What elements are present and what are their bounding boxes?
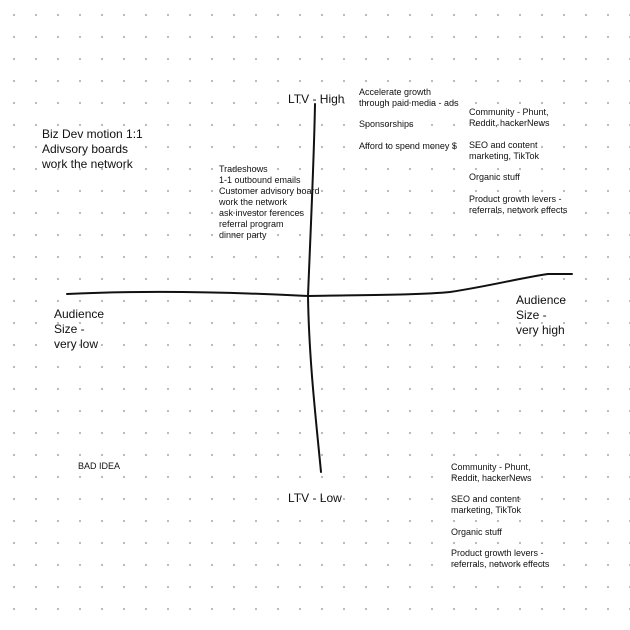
bottom-right-organic-note: Organic stuff [451,527,502,537]
top-right-seo-note: SEO and content marketing, TikTok [469,140,540,161]
top-right-community-note: Community - Phunt, Reddit, hackerNews [469,107,550,128]
top-right-product-note: Product growth levers - referrals, network effects [469,194,568,215]
vertical-axis-line [308,104,321,472]
axis-label-audience-low: Audience Size - very low [54,307,105,351]
top-right-organic-note: Organic stuff [469,172,520,182]
top-left-headline-note: Biz Dev motion 1:1 Adivsory boards work the network [42,127,143,171]
top-center-sponsorships-note: Sponsorships [359,119,414,129]
top-center-accelerate-note: Accelerate growth through paid media - ads [359,87,459,108]
horizontal-axis-line [67,274,572,296]
axis-label-audience-high: Audience Size - very high [516,293,567,337]
top-left-tactics-list: Tradeshows 1-1 outbound emails Customer advisory board work the network ask investor ferences referral program dinner party [219,164,320,240]
bottom-right-product-note: Product growth levers - referrals, network effects [451,548,550,569]
bottom-right-community-note: Community - Phunt, Reddit, hackerNews [451,462,532,483]
axis-label-ltv-low: LTV - Low [288,491,342,505]
axis-label-ltv-high: LTV - High [288,92,345,106]
top-center-afford-note: Afford to spend money $ [359,141,457,151]
bottom-right-seo-note: SEO and content marketing, TikTok [451,494,522,515]
bottom-left-bad-idea-note: BAD IDEA [78,461,121,471]
